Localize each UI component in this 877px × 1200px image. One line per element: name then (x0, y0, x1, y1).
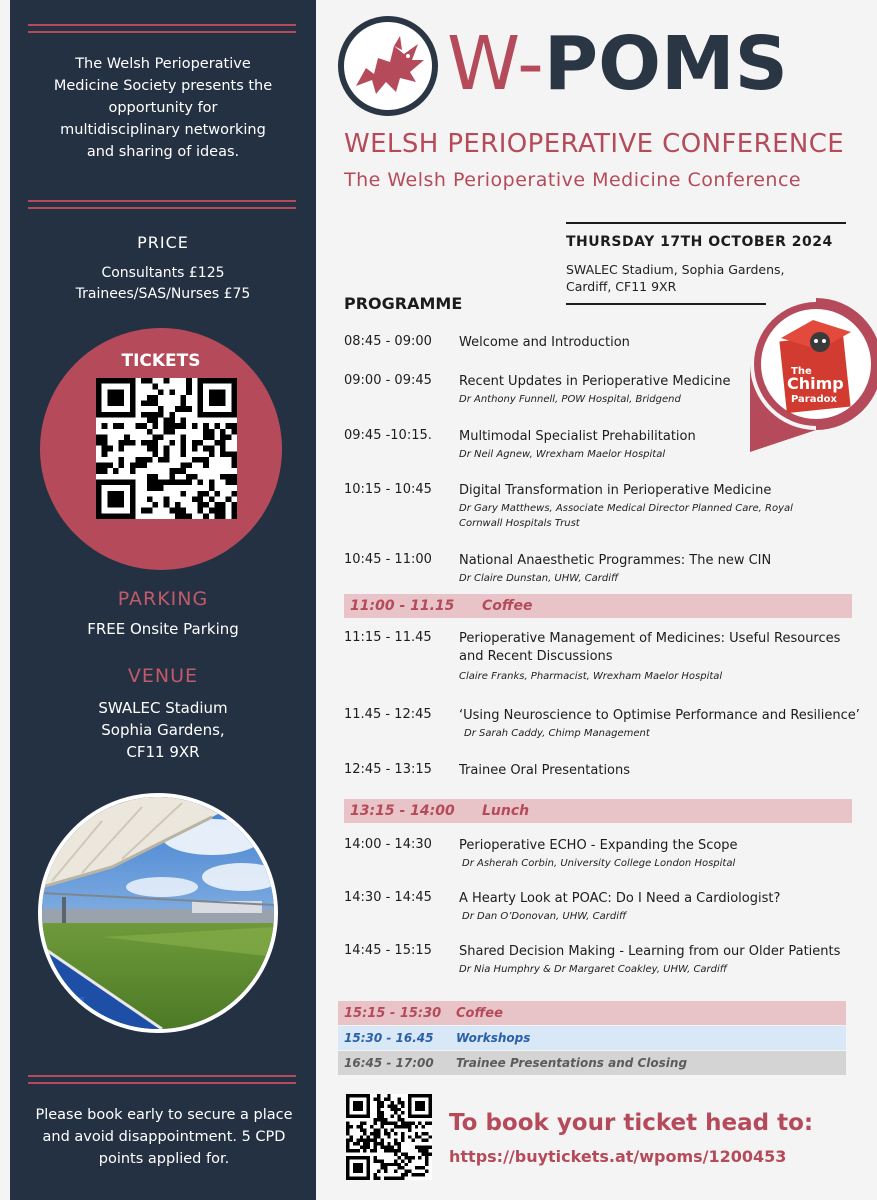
parking-text: FREE Onsite Parking (87, 620, 239, 638)
break-label: Coffee (482, 598, 533, 614)
session-speaker: Claire Franks, Pharmacist, Wrexham Maelor Hospital (459, 671, 723, 682)
session-title: Trainee Oral Presentations (459, 763, 631, 778)
logo-w: W (447, 21, 518, 107)
break-bar-lunch (344, 799, 852, 823)
sponsor-text: The (791, 366, 812, 377)
session-title: Perioperative Management of Medicines: Useful Resources and Recent Discussions (459, 631, 841, 664)
logo-dash: - (517, 21, 544, 107)
break-bar-coffee (344, 594, 852, 618)
break-bar-closing (338, 1051, 846, 1075)
venue-line: SWALEC Stadium (98, 699, 228, 717)
logo-poms: POMS (543, 21, 788, 107)
session-time: 10:15 - 10:45 (344, 482, 432, 497)
price-consultants: Consultants £125 (101, 265, 225, 281)
session-speaker: Dr Gary Matthews, Associate Medical Director Planned Care, Royal Cornwall Hospitals Trust (459, 503, 793, 529)
break-time: 13:15 - 14:00 (350, 803, 455, 819)
dragon-logo-icon (338, 16, 438, 116)
venue-heading: VENUE (127, 665, 199, 687)
booking-link[interactable]: https://buytickets.at/wpoms/1200453 (449, 1147, 787, 1166)
conference-title: WELSH PERIOPERATIVE CONFERENCE (344, 129, 845, 159)
conference-subtitle: The Welsh Perioperative Medicine Conference (344, 169, 802, 191)
sponsor-text: Chimp (787, 374, 844, 393)
stadium-photo (38, 793, 278, 1033)
session-speaker: Dr Asherah Corbin, University College London Hospital (462, 858, 736, 869)
programme-heading: PROGRAMME (344, 294, 463, 313)
session-title: National Anaesthetic Programmes: The new CIN (459, 553, 772, 568)
divider (28, 1075, 296, 1084)
session-speaker: Dr Neil Agnew, Wrexham Maelor Hospital (459, 449, 666, 460)
session-time: 12:45 - 13:15 (344, 762, 432, 777)
break-bar-coffee (338, 1001, 846, 1025)
session-time: 09:45 -10:15. (344, 428, 432, 443)
session-title: A Hearty Look at POAC: Do I Need a Cardiologist? (459, 891, 781, 906)
break-label: Trainee Presentations and Closing (456, 1056, 688, 1070)
price-heading: PRICE (137, 233, 189, 252)
price-trainees: Trainees/SAS/Nurses £75 (75, 286, 251, 302)
booking-heading: To book your ticket head to: (449, 1110, 814, 1136)
event-venue: Cardiff, CF11 9XR (566, 279, 677, 294)
session-time: 14:45 - 15:15 (344, 943, 432, 958)
parking-heading: PARKING (117, 588, 209, 610)
sidebar (10, 0, 316, 1200)
divider (28, 200, 296, 209)
wpoms-logo (447, 20, 788, 108)
session-title: Shared Decision Making - Learning from our Older Patients (459, 944, 841, 959)
session-title: Recent Updates in Perioperative Medicine (459, 374, 731, 389)
divider (28, 24, 296, 33)
break-time: 16:45 - 17:00 (344, 1056, 434, 1070)
tickets-badge (40, 328, 282, 570)
session-title: Multimodal Specialist Prehabilitation (459, 429, 696, 444)
session-title: Welcome and Introduction (459, 335, 630, 350)
break-label: Coffee (456, 1005, 503, 1021)
session-title: Digital Transformation in Perioperative Medicine (459, 483, 772, 498)
session-time: 10:45 - 11:00 (344, 552, 432, 567)
break-label: Lunch (482, 803, 530, 819)
booking-qr-code[interactable] (346, 1094, 432, 1180)
session-time: 11:15 - 11.45 (344, 630, 432, 645)
session-time: 11.45 - 12:45 (344, 707, 432, 722)
event-venue: SWALEC Stadium, Sophia Gardens, (566, 262, 785, 277)
tickets-qr-code[interactable] (96, 378, 237, 519)
session-time: 08:45 - 09:00 (344, 334, 432, 349)
session-speaker: Dr Nia Humphry & Dr Margaret Coakley, UHW, Cardiff (459, 964, 728, 975)
break-label: Workshops (456, 1031, 531, 1045)
sponsor-text: Paradox (791, 394, 837, 405)
break-time: 11:00 - 11.15 (350, 598, 455, 614)
session-title: Perioperative ECHO - Expanding the Scope (459, 838, 738, 853)
booking-note: Please book early to secure a place and avoid disappointment. 5 CPD points applied for. (35, 1107, 293, 1167)
session-speaker: Dr Claire Dunstan, UHW, Cardiff (459, 573, 619, 584)
tickets-label: TICKETS (121, 351, 201, 371)
event-date: THURSDAY 17TH OCTOBER 2024 (566, 234, 833, 250)
session-time: 09:00 - 09:45 (344, 373, 432, 388)
venue-line: Sophia Gardens, (101, 721, 225, 739)
session-speaker: Dr Sarah Caddy, Chimp Management (464, 728, 650, 739)
session-time: 14:30 - 14:45 (344, 890, 432, 905)
divider (566, 303, 766, 305)
divider (566, 222, 846, 224)
session-speaker: Dr Anthony Funnell, POW Hospital, Bridgend (459, 394, 681, 405)
break-time: 15:15 - 15:30 (344, 1005, 442, 1021)
session-time: 14:00 - 14:30 (344, 837, 432, 852)
venue-line: CF11 9XR (126, 743, 200, 761)
intro-text: The Welsh Perioperative Medicine Society presents the opportunity for multidisciplinary networking and sharing of ideas. (53, 56, 273, 160)
session-speaker: Dr Dan O’Donovan, UHW, Cardiff (462, 911, 627, 922)
break-time: 15:30 - 16.45 (344, 1031, 434, 1045)
session-title: ‘Using Neuroscience to Optimise Performance and Resilience’ (459, 708, 860, 723)
break-bar-workshops (338, 1026, 846, 1050)
